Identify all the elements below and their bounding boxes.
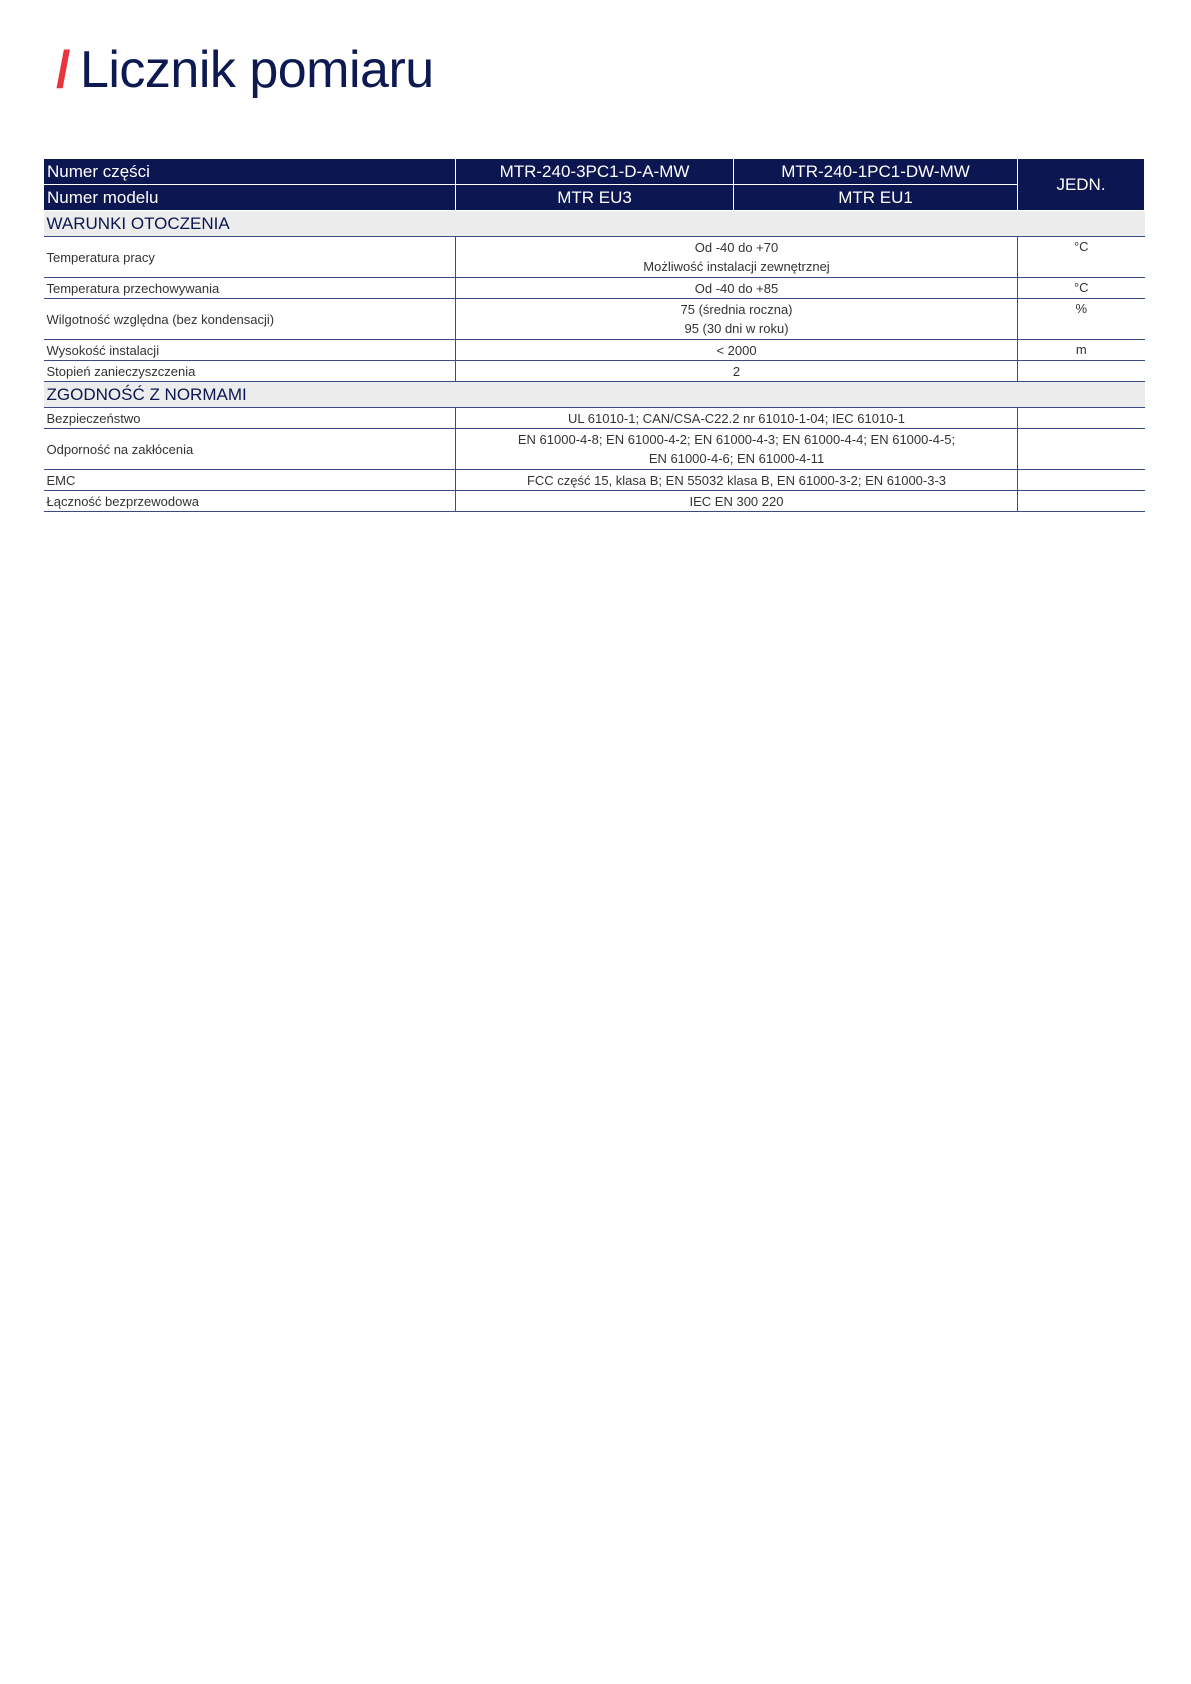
- row-label: Wysokość instalacji: [44, 340, 456, 361]
- value-line: Od -40 do +70: [694, 240, 779, 255]
- model-number-1: MTR EU3: [456, 185, 734, 211]
- row-unit: [1018, 408, 1145, 429]
- model-number-label: Numer modelu: [44, 185, 456, 211]
- page-title: [56, 40, 434, 100]
- row-label: EMC: [44, 470, 456, 491]
- row-value: < 2000: [456, 340, 1018, 361]
- title-slash: /: [56, 41, 70, 99]
- spec-table: [43, 158, 1145, 512]
- part-number-2: MTR-240-1PC1-DW-MW: [734, 159, 1018, 185]
- table-row: [44, 237, 1145, 278]
- section-env: [44, 211, 1145, 237]
- value-line: EN 61000-4-8; EN 61000-4-2; EN 61000-4-3; EN 61000-4-4; EN 61000-4-5;: [517, 432, 956, 447]
- row-unit: %: [1018, 299, 1145, 340]
- table-row: [44, 491, 1145, 512]
- section-norms: [44, 382, 1145, 408]
- row-label: Stopień zanieczyszczenia: [44, 361, 456, 382]
- part-number-label: Numer części: [44, 159, 456, 185]
- row-unit: °C: [1018, 237, 1145, 278]
- row-unit: [1018, 470, 1145, 491]
- row-label: Bezpieczeństwo: [44, 408, 456, 429]
- unit-header: JEDN.: [1018, 159, 1145, 211]
- row-label: Temperatura pracy: [44, 237, 456, 278]
- section-title: WARUNKI OTOCZENIA: [44, 211, 1145, 237]
- row-value: [456, 237, 1018, 278]
- row-unit: m: [1018, 340, 1145, 361]
- value-line: Możliwość instalacji zewnętrznej: [643, 259, 830, 274]
- row-value: 2: [456, 361, 1018, 382]
- row-value: IEC EN 300 220: [456, 491, 1018, 512]
- row-unit: °C: [1018, 278, 1145, 299]
- table-row: [44, 278, 1145, 299]
- table-row: [44, 299, 1145, 340]
- table-row: [44, 429, 1145, 470]
- row-value: [456, 429, 1018, 470]
- header-row-model: [44, 185, 1145, 211]
- row-unit: [1018, 361, 1145, 382]
- table-row: [44, 408, 1145, 429]
- model-number-2: MTR EU1: [734, 185, 1018, 211]
- table-row: [44, 361, 1145, 382]
- row-label: Odporność na zakłócenia: [44, 429, 456, 470]
- table-row: [44, 340, 1145, 361]
- value-line: EN 61000-4-6; EN 61000-4-11: [648, 451, 825, 466]
- row-value: UL 61010-1; CAN/CSA-C22.2 nr 61010-1-04; IEC 61010-1: [456, 408, 1018, 429]
- row-value: Od -40 do +85: [456, 278, 1018, 299]
- row-label: Łączność bezprzewodowa: [44, 491, 456, 512]
- row-label: Temperatura przechowywania: [44, 278, 456, 299]
- value-line: 75 (średnia roczna): [680, 302, 793, 317]
- row-value: FCC część 15, klasa B; EN 55032 klasa B, EN 61000-3-2; EN 61000-3-3: [456, 470, 1018, 491]
- title-text: Licznik pomiaru: [79, 41, 434, 99]
- row-label: Wilgotność względna (bez kondensacji): [44, 299, 456, 340]
- row-value: [456, 299, 1018, 340]
- header-row-part: [44, 159, 1145, 185]
- table-row: [44, 470, 1145, 491]
- part-number-1: MTR-240-3PC1-D-A-MW: [456, 159, 734, 185]
- section-title: ZGODNOŚĆ Z NORMAMI: [44, 382, 1145, 408]
- value-line: 95 (30 dni w roku): [684, 321, 789, 336]
- row-unit: [1018, 491, 1145, 512]
- row-unit: [1018, 429, 1145, 470]
